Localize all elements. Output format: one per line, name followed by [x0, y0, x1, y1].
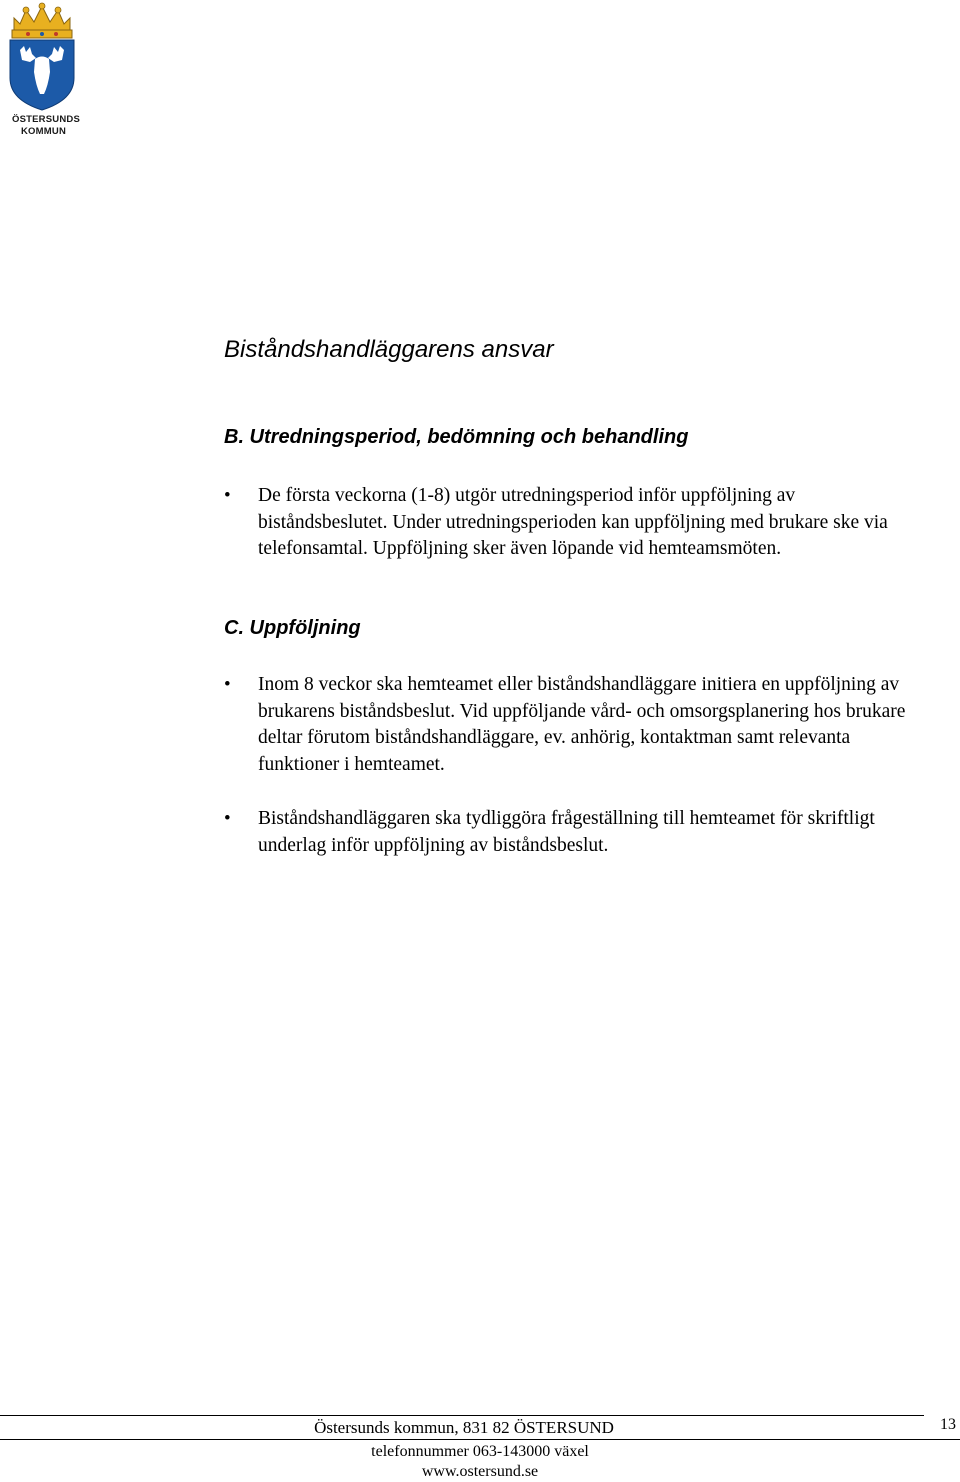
bullet-icon: • [224, 485, 231, 506]
section-heading-b: B. Utredningsperiod, bedömning och behandling [224, 426, 689, 448]
list-item-text: Inom 8 veckor ska hemteamet eller biståndshandläggare initiera en uppföljning av brukarens biståndsbeslut. Vid uppföljande vård- och omsorgsplanering hos brukare deltar förutom biståndshandläggare, ev. anhörig, kontaktman samt relevanta funktioner i hemteamet. [258, 674, 906, 775]
coat-of-arms-logo [6, 2, 78, 138]
logo-text-line2: KOMMUN [21, 126, 66, 137]
footer-divider [0, 1415, 924, 1416]
list-item [224, 672, 924, 778]
list-item-text: De första veckorna (1-8) utgör utredningsperiod inför uppföljning av biståndsbeslutet. Under utredningsperioden kan uppföljning med brukare ske via telefonsamtal. Uppföljning sker även löpande vid hemteamsmöten. [258, 485, 888, 559]
list-item [224, 806, 924, 859]
footer-divider-lower [0, 1439, 960, 1440]
footer-address: Östersunds kommun, 831 82 ÖSTERSUND [314, 1418, 614, 1437]
page-number: 13 [940, 1416, 956, 1433]
bullet-icon: • [224, 808, 231, 829]
footer-website-link[interactable]: www.ostersund.se [421, 1463, 539, 1480]
section-heading-c: C. Uppföljning [224, 617, 361, 639]
crown-icon [12, 3, 72, 38]
footer-phone: telefonnummer 063-143000 växel [371, 1443, 589, 1460]
coat-of-arms-icon [6, 2, 78, 112]
list-item [224, 483, 924, 563]
logo-text-line1: ÖSTERSUNDS [12, 114, 80, 125]
document-title: Biståndshandläggarens ansvar [224, 336, 554, 363]
bullet-icon: • [224, 674, 231, 695]
list-item-text: Biståndshandläggaren ska tydliggöra frågeställning till hemteamet för skriftligt underlag inför uppföljning av biståndsbeslut. [258, 808, 875, 856]
